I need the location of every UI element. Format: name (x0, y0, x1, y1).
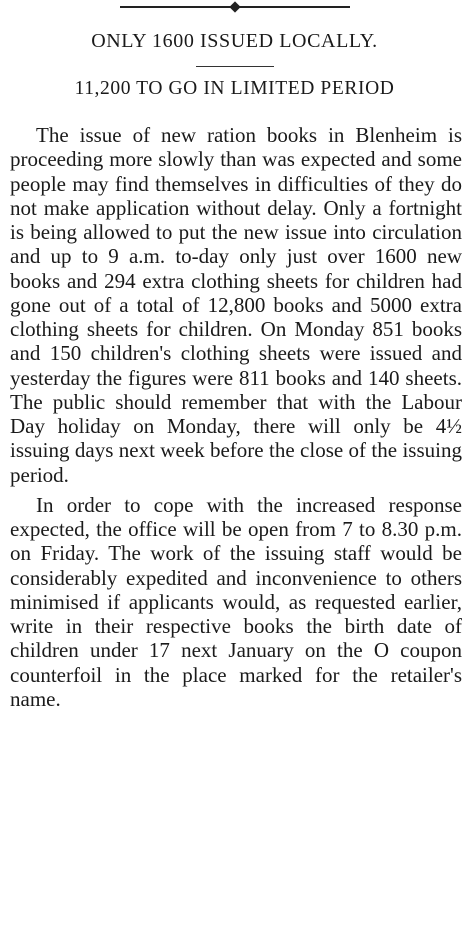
article-body (10, 123, 462, 711)
headline-secondary: 11,200 TO GO IN LIMITED PERIOD (74, 78, 395, 99)
article-paragraph-2: In order to cope with the increased response expected, the office will be open from 7 to 8.30 p.m. on Friday. The work of the issuing staff would be considerably expedited and inconvenience to others minimised if applicants would, as requested earlier, write in their respective books the birth date of children under 17 next January on the O coupon counterfoil in the place marked for the retailer's name. (10, 492, 462, 711)
top-rule-ornament (229, 1, 240, 12)
headline-divider (196, 66, 274, 67)
article-paragraph-1: The issue of new ration books in Blenheim is proceeding more slowly than was expected and some people may find themselves in difficulties of they do not make application without delay. Only a fortnight is being allowed to put the new issue into circulation and up to 9 a.m. to-day only just over 1600 new books and 294 extra clothing sheets for children had gone out of a total of 12,800 books and 5000 extra clothing sheets for children. On Monday 851 books and 150 children's clothing sheets were issued and yesterday the figures were 811 books and 140 sheets. The public should remember that with the Labour Day holiday on Monday, there will only be 4½ issuing days next week before the close of the issuing period. (10, 123, 462, 487)
headline-primary: ONLY 1600 ISSUED LOCALLY. (91, 30, 378, 52)
